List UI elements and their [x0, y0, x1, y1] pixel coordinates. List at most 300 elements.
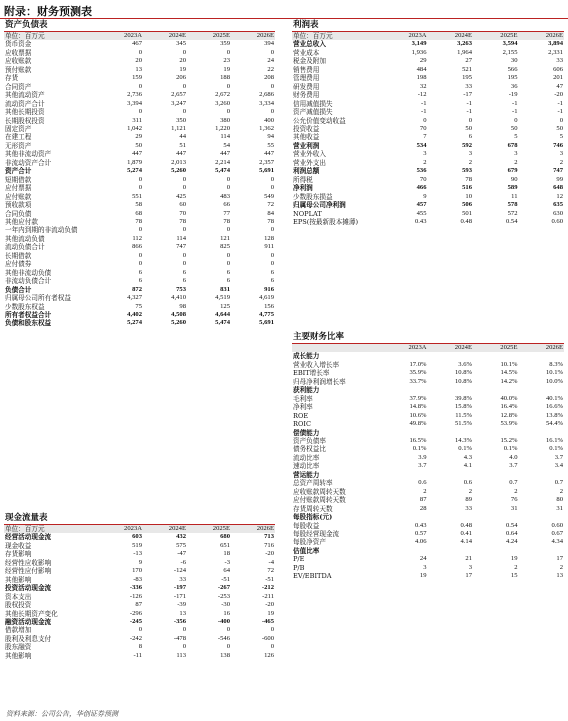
row-value: 19 [267, 609, 274, 617]
row-value: 70 [419, 175, 427, 183]
row-label: 现金收益 [5, 541, 32, 550]
row-value: 872 [132, 285, 142, 293]
year-header: 2024E [143, 525, 187, 533]
table-row [4, 243, 275, 251]
row-value: 0 [559, 116, 563, 124]
row-value: 3 [423, 563, 427, 571]
table-row [4, 66, 275, 74]
table-row [4, 550, 275, 558]
row-value: 54 [223, 141, 230, 149]
row-label: 预收款项 [5, 201, 32, 210]
table-row [292, 496, 564, 504]
row-value: 10 [465, 192, 472, 200]
row-value: -20 [265, 601, 274, 609]
row-value: -267 [217, 584, 230, 592]
group-label: 每股指标(元) [293, 513, 333, 522]
blank-cell [382, 352, 428, 360]
row-value: 16 [223, 609, 230, 617]
row-value: 447 [176, 150, 186, 158]
blank-cell [382, 547, 428, 555]
row-value: 4.3 [463, 453, 472, 461]
row-value: 90 [510, 175, 518, 183]
group-row [292, 471, 564, 479]
row-value: 747 [176, 243, 186, 251]
row-value: 16.4% [500, 403, 518, 411]
row-value: 3.4 [554, 462, 563, 470]
row-label: 其他影响 [5, 575, 32, 584]
row-label: 经营活动现金流 [5, 533, 52, 542]
table-row [4, 542, 275, 550]
row-label: 长期股权投资 [5, 116, 45, 125]
row-label: EBIT增长率 [293, 369, 330, 378]
row-value: -478 [173, 634, 186, 642]
table-row [4, 150, 275, 158]
row-label: 应付票据 [5, 184, 32, 193]
row-label: 流动负债合计 [5, 243, 45, 252]
blank-cell [428, 547, 474, 555]
row-value: 0 [226, 260, 230, 268]
blank-cell [473, 513, 519, 521]
year-header: 2025E [473, 32, 519, 40]
row-value: 0.41 [460, 529, 472, 537]
balance-sheet-table [4, 32, 275, 328]
table-row [4, 91, 275, 99]
table-row [4, 193, 275, 201]
row-value: -39 [177, 601, 186, 609]
row-value: 746 [553, 141, 563, 149]
row-value: 36 [510, 82, 518, 90]
row-value: 572 [507, 209, 518, 217]
row-value: 114 [220, 133, 230, 141]
row-value: 549 [264, 192, 274, 200]
row-value: 831 [220, 285, 230, 293]
row-value: 30 [510, 57, 518, 65]
row-value: 10.8% [454, 377, 472, 385]
year-header: 2023A [99, 32, 143, 40]
row-value: 2,657 [171, 91, 186, 99]
row-value: 13 [179, 609, 186, 617]
row-label: 所有者权益合计 [5, 310, 52, 319]
table-row [292, 49, 564, 57]
table-row [4, 226, 275, 234]
row-value: 6 [270, 277, 274, 285]
row-value: 0 [270, 184, 274, 192]
row-value: 3,894 [548, 40, 563, 48]
ratios-title: 主要财务比率 [292, 332, 564, 344]
table-row [292, 530, 564, 538]
row-value: 0.48 [460, 521, 472, 529]
row-value: -83 [133, 575, 142, 583]
row-value: 4.34 [551, 538, 563, 546]
row-value: 6 [182, 268, 186, 276]
row-value: 10.1% [500, 360, 518, 368]
row-value: -126 [129, 592, 142, 600]
table-row [292, 462, 564, 470]
row-value: 2 [514, 158, 518, 166]
year-header: 2023A [382, 32, 428, 40]
year-header: 2026E [231, 32, 275, 40]
table-row [4, 252, 275, 260]
row-value: -6 [180, 558, 186, 566]
blank-cell [428, 352, 474, 360]
row-value: 3,394 [127, 99, 142, 107]
row-value: 0 [226, 175, 230, 183]
row-value: 49.8% [409, 420, 427, 428]
row-value: 33 [556, 57, 563, 65]
row-value: 2,013 [171, 158, 186, 166]
row-value: 6 [182, 277, 186, 285]
row-value: 0 [226, 626, 230, 634]
row-value: 455 [416, 209, 427, 217]
row-value: 0 [182, 48, 186, 56]
table-row [292, 83, 564, 91]
row-value: 33 [179, 575, 186, 583]
table-row [4, 294, 275, 302]
row-value: -242 [129, 634, 142, 642]
row-value: -1 [421, 99, 427, 107]
row-value: 16.6% [545, 403, 563, 411]
row-value: 4,775 [259, 310, 274, 318]
table-row [4, 184, 275, 192]
row-value: -465 [261, 617, 274, 625]
row-value: 394 [264, 40, 274, 48]
row-value: 17.0% [409, 360, 427, 368]
row-value: 121 [220, 234, 230, 242]
row-value: 32 [419, 82, 427, 90]
blank-cell [519, 352, 565, 360]
cashflow-panel [4, 513, 275, 660]
row-value: 3,334 [259, 99, 274, 107]
row-value: 400 [264, 116, 274, 124]
table-header-row [4, 525, 275, 533]
group-row [292, 547, 564, 555]
blank-cell [382, 471, 428, 479]
row-value: 2 [559, 563, 563, 571]
table-row [292, 488, 564, 496]
row-label: 股权投资 [5, 601, 32, 610]
row-value: 3.7 [418, 462, 427, 470]
row-value: 534 [416, 141, 427, 149]
row-label: 税金及附加 [293, 57, 326, 66]
row-value: -1 [512, 108, 518, 116]
table-row [4, 593, 275, 601]
table-row [292, 176, 564, 184]
row-value: 2,214 [215, 158, 230, 166]
row-value: 0.1% [412, 445, 427, 453]
row-value: 68 [135, 209, 142, 217]
table-row [292, 66, 564, 74]
row-value: 47 [556, 82, 563, 90]
row-value: 678 [507, 141, 518, 149]
row-value: 50 [135, 141, 142, 149]
row-label: 股利及利息支付 [5, 634, 52, 643]
row-label: 其他流动负债 [5, 234, 45, 243]
blank-cell [428, 513, 474, 521]
row-label: 无形资产 [5, 141, 32, 150]
row-value: 6 [226, 277, 230, 285]
row-value: 40.1% [545, 394, 563, 402]
row-value: 51 [179, 141, 186, 149]
row-value: 0.7 [509, 479, 518, 487]
row-value: 4,519 [215, 294, 230, 302]
row-value: 14.2% [500, 377, 518, 385]
source-note: 资料来源：公司公告，华创证券预测 [6, 710, 118, 718]
table-row [292, 361, 564, 369]
table-row [292, 378, 564, 386]
row-value: 0 [423, 116, 427, 124]
row-label: 应收账款周转天数 [293, 487, 346, 496]
table-row [292, 150, 564, 158]
table-row [4, 260, 275, 268]
row-label: 归属母公司所有者权益 [5, 294, 71, 303]
row-value: 7 [423, 133, 427, 141]
ratios-table [292, 344, 564, 581]
row-value: 0.48 [460, 217, 472, 225]
blank-cell [382, 386, 428, 394]
table-row [292, 555, 564, 563]
row-value: 3.6% [458, 360, 472, 368]
row-value: 126 [264, 651, 274, 659]
table-row [4, 584, 275, 592]
table-row [292, 125, 564, 133]
row-value: 24 [419, 555, 427, 563]
row-label: 应收账款 [5, 57, 32, 66]
row-label: 流动比率 [293, 453, 320, 462]
row-label: 营业利润 [293, 141, 320, 150]
row-value: 9 [138, 558, 142, 566]
row-value: 3 [468, 563, 472, 571]
row-value: 2 [559, 158, 563, 166]
row-label: 预付账款 [5, 65, 32, 74]
row-value: 0 [270, 82, 274, 90]
table-row [4, 117, 275, 125]
table-row [292, 193, 564, 201]
row-value: -1 [512, 99, 518, 107]
year-header: 2024E [428, 344, 474, 352]
table-row [292, 74, 564, 82]
row-value: 16.5% [409, 436, 427, 444]
row-value: -1 [421, 108, 427, 116]
table-row [4, 311, 275, 319]
group-row [292, 386, 564, 394]
row-value: 14.5% [500, 369, 518, 377]
row-label: 债务权益比 [293, 445, 326, 454]
year-header: 2026E [231, 525, 275, 533]
row-label: EPS(按最新股本摊薄) [293, 217, 359, 226]
table-row [4, 167, 275, 175]
blank-cell [473, 429, 519, 437]
row-value: 40.0% [500, 394, 518, 402]
row-value: 10.0% [545, 377, 563, 385]
row-value: 0.60 [551, 521, 563, 529]
table-row [4, 159, 275, 167]
row-value: 3 [514, 150, 518, 158]
row-value: 0 [226, 226, 230, 234]
row-label: 应收票据 [5, 48, 32, 57]
row-value: 380 [220, 116, 230, 124]
row-value: 19 [510, 555, 518, 563]
row-value: 39.8% [454, 394, 472, 402]
row-label: 存货影响 [5, 550, 32, 559]
row-value: 825 [220, 243, 230, 251]
row-value: -20 [265, 550, 274, 558]
table-row [292, 412, 564, 420]
row-value: 0 [226, 251, 230, 259]
income-panel [292, 20, 564, 226]
row-value: -20 [554, 91, 563, 99]
row-value: 0.64 [505, 529, 518, 537]
row-value: -1 [466, 108, 472, 116]
table-row [4, 210, 275, 218]
row-label: 每股收益 [293, 521, 320, 530]
balance-sheet-panel [4, 20, 275, 328]
unit-label: 单位：百万元 [4, 32, 99, 40]
row-label: 长期借款 [5, 251, 32, 260]
row-value: 4,619 [259, 294, 274, 302]
table-row [292, 454, 564, 462]
year-header: 2026E [519, 344, 565, 352]
row-value: 14.8% [409, 403, 427, 411]
row-value: 16.1% [545, 436, 563, 444]
table-row [4, 533, 275, 541]
blank-cell [473, 352, 519, 360]
row-value: 0.67 [551, 529, 563, 537]
table-row [292, 218, 564, 226]
table-row [4, 610, 275, 618]
blank-cell [292, 344, 382, 352]
table-row [4, 567, 275, 575]
row-value: 33 [465, 504, 472, 512]
cashflow-title: 现金流量表 [4, 513, 275, 525]
row-value: 0 [226, 643, 230, 651]
row-label: 营业外支出 [293, 158, 326, 167]
row-value: 10.6% [409, 411, 427, 419]
row-value: 603 [132, 533, 142, 541]
row-value: 2,672 [215, 91, 230, 99]
row-value: 4.24 [505, 538, 518, 546]
row-label: 净利率 [293, 403, 313, 412]
row-value: 0 [182, 251, 186, 259]
table-row [292, 522, 564, 530]
row-value: 20 [135, 57, 142, 65]
row-value: 19 [179, 65, 186, 73]
row-value: 467 [132, 40, 142, 48]
row-value: 0 [468, 116, 472, 124]
row-value: 3.7 [554, 453, 563, 461]
row-label: 资本支出 [5, 592, 32, 601]
table-row [4, 235, 275, 243]
row-value: 3,263 [457, 40, 472, 48]
row-value: 29 [135, 133, 142, 141]
row-value: 113 [176, 651, 186, 659]
row-value: -296 [129, 609, 142, 617]
row-value: 19 [223, 65, 230, 73]
row-value: 8.3% [549, 360, 563, 368]
ratios-panel [292, 332, 564, 581]
row-label: 非流动资产合计 [5, 158, 52, 167]
row-label: 管理费用 [293, 74, 320, 83]
table-row [4, 559, 275, 567]
table-row [4, 269, 275, 277]
table-row [292, 572, 564, 580]
row-label: 研发费用 [293, 82, 320, 91]
row-value: 0 [270, 226, 274, 234]
table-row [4, 100, 275, 108]
row-label: EV/EBITDA [293, 572, 332, 581]
row-value: 4.1 [463, 462, 472, 470]
row-value: 866 [132, 243, 142, 251]
row-value: -171 [173, 592, 186, 600]
row-value: 78 [223, 217, 230, 225]
row-value: 0 [226, 108, 230, 116]
row-value: 551 [132, 192, 142, 200]
row-value: 0.54 [505, 521, 518, 529]
table-row [292, 201, 564, 209]
row-value: 4.0 [509, 453, 518, 461]
row-label: 销售费用 [293, 65, 320, 74]
row-value: 5,691 [259, 167, 274, 175]
row-value: -356 [173, 617, 186, 625]
group-row [292, 429, 564, 437]
balance-sheet-title: 资产负债表 [4, 20, 275, 32]
row-value: 21 [465, 555, 472, 563]
table-row [292, 133, 564, 141]
row-value: -124 [173, 567, 186, 575]
row-value: -3 [224, 558, 230, 566]
row-label: 在建工程 [5, 133, 32, 142]
year-header: 2024E [428, 32, 474, 40]
row-label: 所得税 [293, 175, 313, 184]
row-value: 359 [220, 40, 230, 48]
row-value: -30 [221, 601, 230, 609]
row-value: 2,736 [127, 91, 142, 99]
row-value: 195 [507, 74, 518, 82]
row-value: 50 [510, 124, 518, 132]
row-label: ROIC [293, 420, 312, 429]
row-value: 0 [226, 82, 230, 90]
row-value: 648 [553, 184, 563, 192]
row-value: 78 [465, 175, 472, 183]
row-value: 27 [465, 57, 472, 65]
row-label: 少数股东损益 [293, 192, 333, 201]
row-label: P/E [293, 555, 305, 564]
row-label: 营业收入增长率 [293, 360, 340, 369]
row-label: 流动资产合计 [5, 99, 45, 108]
table-row [4, 108, 275, 116]
row-value: 350 [176, 116, 186, 124]
year-header: 2024E [143, 32, 187, 40]
row-label: 少数股东权益 [5, 302, 45, 311]
table-row [4, 83, 275, 91]
blank-cell [519, 429, 565, 437]
row-label: 其他流动资产 [5, 91, 45, 100]
blank-cell [428, 471, 474, 479]
row-value: 0.57 [414, 529, 427, 537]
table-row [4, 49, 275, 57]
row-value: 0 [182, 82, 186, 90]
row-value: -47 [177, 550, 186, 558]
row-value: 70 [419, 124, 427, 132]
row-value: 680 [220, 533, 230, 541]
row-value: 0 [182, 260, 186, 268]
table-row [292, 142, 564, 150]
row-value: 12 [556, 192, 563, 200]
row-value: 78 [135, 217, 142, 225]
row-label: 速动比率 [293, 462, 320, 471]
row-label: 其他应付款 [5, 217, 38, 226]
row-value: 29 [419, 57, 427, 65]
row-value: 0 [138, 226, 142, 234]
